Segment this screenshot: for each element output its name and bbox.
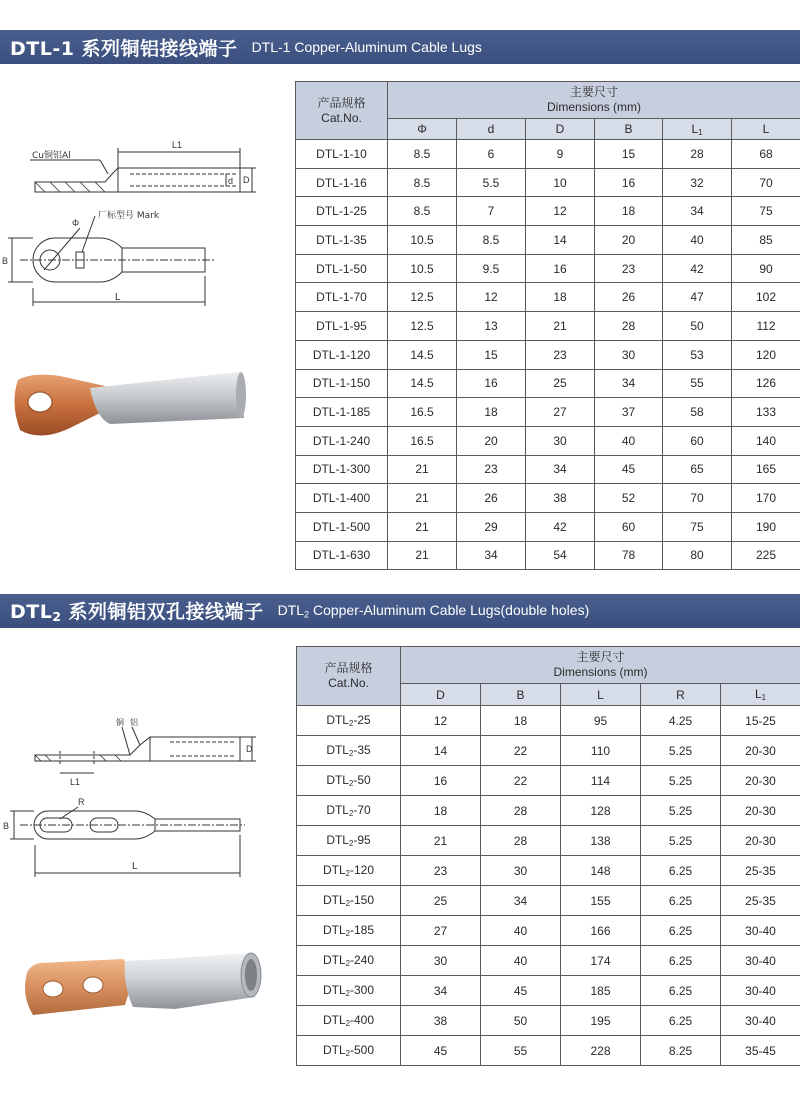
value-cell: 50 — [663, 312, 732, 341]
value-cell: 5.25 — [641, 736, 721, 766]
cat-no-prefix: DTL — [326, 833, 349, 848]
cat-no-cell: DTL-1-35 — [296, 226, 388, 255]
value-cell: 8.25 — [641, 1036, 721, 1066]
dtl1-material-label: Cu铜铝Al — [32, 151, 71, 161]
cat-no-cell: DTL-1-70 — [296, 283, 388, 312]
dtl2-col-R: R — [641, 684, 721, 706]
value-cell: 5.25 — [641, 766, 721, 796]
value-cell: 34 — [401, 976, 481, 1006]
value-cell: 9.5 — [457, 254, 526, 283]
value-cell: 20-30 — [721, 826, 800, 856]
value-cell: 25 — [526, 369, 595, 398]
value-cell: 27 — [401, 916, 481, 946]
section2-title-zh — [10, 597, 264, 624]
table-row — [296, 369, 800, 398]
value-cell: 14 — [526, 226, 595, 255]
value-cell: 133 — [732, 398, 800, 427]
cat-no-cell: DTL-1-185 — [296, 398, 388, 427]
dtl1-cat-header-zh: 产品规格 — [317, 95, 366, 110]
table-row — [296, 455, 800, 484]
section2-title-zh-rest: 系列铜铝双孔接线端子 — [61, 601, 264, 624]
cat-no-sub: 2 — [345, 868, 350, 878]
value-cell: 23 — [526, 340, 595, 369]
value-cell: 30-40 — [721, 916, 800, 946]
cat-no-sub: 2 — [348, 808, 354, 818]
cat-no-prefix: DTL — [322, 923, 346, 938]
value-cell: 28 — [481, 796, 561, 826]
value-cell: 170 — [732, 484, 800, 513]
value-cell: 23 — [401, 856, 481, 886]
value-cell: 20-30 — [721, 796, 800, 826]
cat-no-prefix: DTL — [322, 1013, 346, 1028]
value-cell: 18 — [401, 796, 481, 826]
value-cell: 90 — [732, 254, 800, 283]
value-cell: 21 — [388, 541, 457, 570]
dtl1-D-label: D — [243, 175, 250, 185]
cat-no-prefix: DTL — [322, 983, 346, 998]
cat-no-cell — [297, 766, 401, 796]
dtl2-dim-header-en: Dimensions (mm) — [553, 665, 648, 679]
value-cell: 6.25 — [641, 916, 721, 946]
dtl1-col-L: L — [732, 119, 800, 140]
table-row — [296, 283, 800, 312]
table-row — [296, 226, 800, 255]
value-cell: 53 — [663, 340, 732, 369]
value-cell: 34 — [595, 369, 663, 398]
cat-no-suffix: -150 — [349, 893, 375, 908]
value-cell: 30 — [401, 946, 481, 976]
cat-no-cell — [297, 796, 401, 826]
value-cell: 20-30 — [721, 766, 800, 796]
cat-no-sub: 2 — [348, 748, 354, 758]
value-cell: 8.5 — [388, 168, 457, 197]
cat-no-suffix: -400 — [349, 1013, 375, 1028]
section1-banner — [0, 30, 800, 64]
value-cell: 10.5 — [388, 254, 457, 283]
value-cell: 42 — [663, 254, 732, 283]
dtl1-dim-header-en: Dimensions (mm) — [547, 100, 642, 114]
cat-no-cell — [297, 706, 401, 736]
cat-no-cell — [297, 826, 401, 856]
table-row — [296, 541, 800, 570]
section2-banner — [0, 594, 800, 628]
dtl1-product-image — [0, 358, 250, 448]
value-cell: 12.5 — [388, 283, 457, 312]
section1-title-zh: DTL-1 系列铜铝接线端子 — [10, 37, 238, 60]
value-cell: 52 — [595, 484, 663, 513]
value-cell: 21 — [388, 455, 457, 484]
cat-no-cell — [297, 976, 401, 1006]
value-cell: 47 — [663, 283, 732, 312]
cat-no-cell: DTL-1-400 — [296, 484, 388, 513]
table-row — [296, 197, 800, 226]
value-cell: 21 — [526, 312, 595, 341]
cat-no-cell: DTL-1-240 — [296, 426, 388, 455]
value-cell: 30 — [526, 426, 595, 455]
cat-no-suffix: -95 — [353, 833, 371, 848]
value-cell: 34 — [457, 541, 526, 570]
dtl2-cat-header — [297, 647, 401, 706]
value-cell: 30 — [595, 340, 663, 369]
value-cell: 8.5 — [388, 197, 457, 226]
cat-no-cell — [297, 1006, 401, 1036]
value-cell: 8.5 — [388, 140, 457, 169]
cat-no-sub: 2 — [348, 778, 354, 788]
cat-no-sub: 2 — [345, 958, 350, 968]
table-row — [296, 168, 800, 197]
dtl2-dim-header-zh: 主要尺寸 — [576, 650, 625, 664]
dtl1-B-label: B — [2, 256, 9, 266]
cat-no-cell: DTL-1-120 — [296, 340, 388, 369]
value-cell: 126 — [732, 369, 800, 398]
value-cell: 16.5 — [388, 426, 457, 455]
table-row — [297, 826, 800, 856]
value-cell: 70 — [663, 484, 732, 513]
dtl1-L1-label: L1 — [172, 140, 183, 150]
value-cell: 102 — [732, 283, 800, 312]
cat-no-prefix: DTL — [326, 803, 349, 818]
table-row — [297, 856, 800, 886]
dtl2-dim-header — [401, 647, 800, 684]
value-cell: 138 — [561, 826, 641, 856]
table-row — [297, 706, 800, 736]
value-cell: 35-45 — [721, 1036, 800, 1066]
value-cell: 12.5 — [388, 312, 457, 341]
dtl2-R-label: R — [78, 797, 85, 807]
value-cell: 12 — [401, 706, 481, 736]
dtl1-dim-header — [388, 82, 800, 119]
section2-title-sub: 2 — [52, 610, 62, 625]
dtl1-spec-table — [295, 81, 800, 570]
value-cell: 225 — [732, 541, 800, 570]
section2-title-en — [278, 602, 590, 619]
value-cell: 34 — [663, 197, 732, 226]
value-cell: 75 — [663, 512, 732, 541]
value-cell: 140 — [732, 426, 800, 455]
cat-no-cell: DTL-1-300 — [296, 455, 388, 484]
value-cell: 80 — [663, 541, 732, 570]
value-cell: 5.25 — [641, 826, 721, 856]
value-cell: 78 — [595, 541, 663, 570]
value-cell: 166 — [561, 916, 641, 946]
dtl2-product-image — [15, 945, 275, 1030]
dtl2-aluminum-label: 铝 — [130, 718, 138, 727]
cat-no-sub: 2 — [348, 718, 354, 728]
cat-no-prefix: DTL — [322, 863, 346, 878]
table-row — [297, 1006, 800, 1036]
value-cell: 40 — [481, 946, 561, 976]
value-cell: 34 — [526, 455, 595, 484]
cat-no-sub: 2 — [345, 1048, 350, 1058]
cat-no-suffix: -120 — [349, 863, 375, 878]
value-cell: 6.25 — [641, 856, 721, 886]
value-cell: 30-40 — [721, 976, 800, 1006]
value-cell: 55 — [481, 1036, 561, 1066]
cat-no-prefix: DTL — [322, 1043, 346, 1058]
value-cell: 6.25 — [641, 1006, 721, 1036]
dtl2-cat-header-en: Cat.No. — [328, 676, 369, 690]
cat-no-suffix: -500 — [349, 1043, 375, 1058]
value-cell: 45 — [481, 976, 561, 1006]
value-cell: 128 — [561, 796, 641, 826]
cat-no-cell — [297, 856, 401, 886]
dtl1-col-L1: $L_1$ — [663, 119, 732, 140]
cat-no-prefix: DTL — [326, 713, 349, 728]
value-cell: 22 — [481, 736, 561, 766]
dtl1-mark-label: 厂标型号 Mark — [98, 211, 160, 221]
value-cell: 112 — [732, 312, 800, 341]
table-row — [296, 398, 800, 427]
value-cell: 45 — [401, 1036, 481, 1066]
section1-title-en: DTL-1 Copper-Aluminum Cable Lugs — [251, 39, 482, 55]
dtl1-dim-header-zh: 主要尺寸 — [570, 85, 619, 99]
table-row — [297, 976, 800, 1006]
value-cell: 7 — [457, 197, 526, 226]
value-cell: 10.5 — [388, 226, 457, 255]
cat-no-cell: DTL-1-16 — [296, 168, 388, 197]
value-cell: 148 — [561, 856, 641, 886]
value-cell: 155 — [561, 886, 641, 916]
value-cell: 21 — [388, 512, 457, 541]
table-row — [297, 796, 800, 826]
value-cell: 30-40 — [721, 946, 800, 976]
value-cell: 26 — [595, 283, 663, 312]
cat-no-prefix: DTL — [326, 773, 349, 788]
dtl1-cat-header-en: Cat.No. — [321, 110, 362, 125]
value-cell: 60 — [595, 512, 663, 541]
value-cell: 30 — [481, 856, 561, 886]
cat-no-cell — [297, 1036, 401, 1066]
cat-no-sub: 2 — [345, 898, 350, 908]
cat-no-suffix: -240 — [349, 953, 375, 968]
table-row — [297, 946, 800, 976]
cat-no-cell — [297, 886, 401, 916]
value-cell: 9 — [526, 140, 595, 169]
value-cell: 20 — [595, 226, 663, 255]
cat-no-cell: DTL-1-25 — [296, 197, 388, 226]
value-cell: 6.25 — [641, 976, 721, 1006]
value-cell: 37 — [595, 398, 663, 427]
value-cell: 58 — [663, 398, 732, 427]
value-cell: 21 — [401, 826, 481, 856]
value-cell: 12 — [457, 283, 526, 312]
value-cell: 16 — [526, 254, 595, 283]
value-cell: 28 — [595, 312, 663, 341]
section2-title-en-rest: Copper-Aluminum Cable Lugs(double holes) — [309, 602, 590, 619]
value-cell: 18 — [481, 706, 561, 736]
value-cell: 29 — [457, 512, 526, 541]
value-cell: 30-40 — [721, 1006, 800, 1036]
dtl1-L-label: L — [115, 292, 121, 303]
value-cell: 55 — [663, 369, 732, 398]
value-cell: 40 — [663, 226, 732, 255]
value-cell: 114 — [561, 766, 641, 796]
cat-no-sub: 2 — [348, 838, 354, 848]
dtl2-L-label: L — [132, 861, 138, 872]
value-cell: 23 — [457, 455, 526, 484]
value-cell: 70 — [732, 168, 800, 197]
cat-no-suffix: -70 — [353, 803, 371, 818]
table-row — [296, 312, 800, 341]
dtl1-cat-header — [296, 82, 388, 140]
cat-no-cell — [297, 916, 401, 946]
value-cell: 26 — [457, 484, 526, 513]
cat-no-sub: 2 — [345, 928, 350, 938]
value-cell: 18 — [595, 197, 663, 226]
value-cell: 23 — [595, 254, 663, 283]
value-cell: 95 — [561, 706, 641, 736]
dtl2-col-D: D — [401, 684, 481, 706]
dtl2-cat-header-zh: 产品规格 — [324, 661, 373, 675]
table-row — [297, 736, 800, 766]
table-row — [296, 512, 800, 541]
cat-no-sub: 2 — [345, 1018, 350, 1028]
value-cell: 6.25 — [641, 946, 721, 976]
value-cell: 28 — [481, 826, 561, 856]
cat-no-prefix: DTL — [326, 743, 349, 758]
table-row — [296, 484, 800, 513]
table-row — [296, 254, 800, 283]
value-cell: 28 — [663, 140, 732, 169]
value-cell: 120 — [732, 340, 800, 369]
dtl2-spec-table — [296, 646, 800, 1066]
dtl1-col-D: D — [526, 119, 595, 140]
value-cell: 4.25 — [641, 706, 721, 736]
value-cell: 65 — [663, 455, 732, 484]
cat-no-cell: DTL-1-630 — [296, 541, 388, 570]
value-cell: 21 — [388, 484, 457, 513]
value-cell: 15 — [595, 140, 663, 169]
dtl2-D-label: D — [246, 744, 253, 754]
value-cell: 6.25 — [641, 886, 721, 916]
table-row — [296, 340, 800, 369]
value-cell: 18 — [526, 283, 595, 312]
value-cell: 25-35 — [721, 856, 800, 886]
value-cell: 5.25 — [641, 796, 721, 826]
cat-no-prefix: DTL — [322, 953, 346, 968]
value-cell: 195 — [561, 1006, 641, 1036]
table-row — [297, 916, 800, 946]
value-cell: 25 — [401, 886, 481, 916]
value-cell: 15-25 — [721, 706, 800, 736]
section2-title-en-prefix: DTL — [277, 602, 305, 619]
table-row — [297, 766, 800, 796]
cat-no-cell: DTL-1-50 — [296, 254, 388, 283]
value-cell: 85 — [732, 226, 800, 255]
value-cell: 6 — [457, 140, 526, 169]
dtl2-copper-label: 铜 — [116, 718, 124, 727]
cat-no-cell — [297, 736, 401, 766]
table-row — [296, 140, 800, 169]
value-cell: 27 — [526, 398, 595, 427]
cat-no-suffix: -25 — [353, 713, 371, 728]
value-cell: 12 — [526, 197, 595, 226]
value-cell: 14 — [401, 736, 481, 766]
dtl2-col-B: B — [481, 684, 561, 706]
value-cell: 185 — [561, 976, 641, 1006]
value-cell: 34 — [481, 886, 561, 916]
value-cell: 25-35 — [721, 886, 800, 916]
cat-no-cell: DTL-1-10 — [296, 140, 388, 169]
value-cell: 68 — [732, 140, 800, 169]
value-cell: 40 — [481, 916, 561, 946]
dtl2-technical-drawing — [0, 715, 270, 885]
dtl1-phi-label: Φ — [72, 218, 80, 228]
cat-no-prefix: DTL — [322, 893, 346, 908]
cat-no-suffix: -300 — [349, 983, 375, 998]
value-cell: 42 — [526, 512, 595, 541]
dtl2-col-L: L — [561, 684, 641, 706]
value-cell: 16 — [595, 168, 663, 197]
dtl1-technical-drawing — [0, 130, 280, 320]
table-row — [296, 426, 800, 455]
value-cell: 13 — [457, 312, 526, 341]
dtl1-col-d: d — [457, 119, 526, 140]
cat-no-sub: 2 — [345, 988, 350, 998]
value-cell: 5.5 — [457, 168, 526, 197]
dtl2-L1-label: L1 — [70, 777, 81, 787]
cat-no-cell: DTL-1-500 — [296, 512, 388, 541]
cat-no-suffix: -185 — [349, 923, 375, 938]
dtl2-col-L1: $L_1$ — [721, 684, 800, 706]
cat-no-cell: DTL-1-95 — [296, 312, 388, 341]
table-row — [297, 886, 800, 916]
table-row — [297, 1036, 800, 1066]
dtl1-col-B: B — [595, 119, 663, 140]
dtl1-col-phi: Φ — [388, 119, 457, 140]
value-cell: 10 — [526, 168, 595, 197]
section2-title-prefix: DTL — [10, 601, 53, 624]
value-cell: 20-30 — [721, 736, 800, 766]
value-cell: 16 — [457, 369, 526, 398]
value-cell: 14.5 — [388, 340, 457, 369]
cat-no-suffix: -35 — [353, 743, 371, 758]
value-cell: 228 — [561, 1036, 641, 1066]
value-cell: 32 — [663, 168, 732, 197]
value-cell: 16.5 — [388, 398, 457, 427]
section2-title-en-sub: 2 — [304, 609, 310, 620]
value-cell: 38 — [401, 1006, 481, 1036]
dtl2-B-label: B — [3, 821, 10, 831]
cat-no-cell: DTL-1-150 — [296, 369, 388, 398]
value-cell: 38 — [526, 484, 595, 513]
value-cell: 174 — [561, 946, 641, 976]
value-cell: 54 — [526, 541, 595, 570]
cat-no-suffix: -50 — [353, 773, 371, 788]
value-cell: 18 — [457, 398, 526, 427]
value-cell: 15 — [457, 340, 526, 369]
value-cell: 40 — [595, 426, 663, 455]
value-cell: 20 — [457, 426, 526, 455]
value-cell: 45 — [595, 455, 663, 484]
value-cell: 14.5 — [388, 369, 457, 398]
value-cell: 75 — [732, 197, 800, 226]
dtl1-d-label: d — [228, 176, 234, 186]
value-cell: 60 — [663, 426, 732, 455]
value-cell: 190 — [732, 512, 800, 541]
value-cell: 8.5 — [457, 226, 526, 255]
value-cell: 110 — [561, 736, 641, 766]
value-cell: 22 — [481, 766, 561, 796]
value-cell: 16 — [401, 766, 481, 796]
cat-no-cell — [297, 946, 401, 976]
value-cell: 165 — [732, 455, 800, 484]
value-cell: 50 — [481, 1006, 561, 1036]
